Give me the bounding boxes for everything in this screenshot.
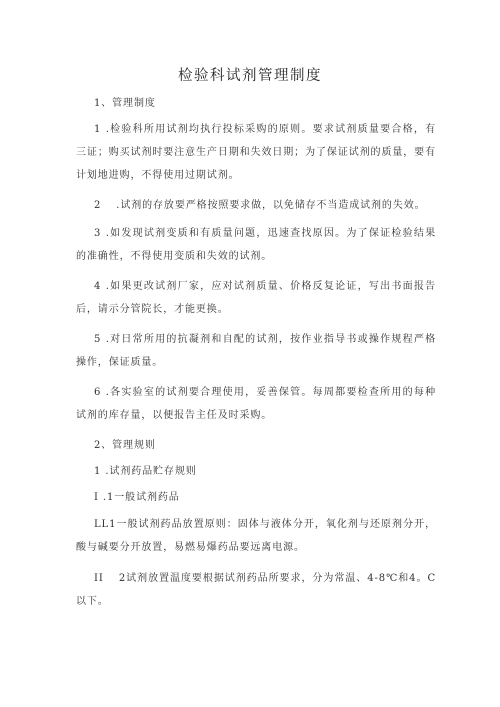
paragraph-placement-principles: LL1一般试剂药品放置原则：固体与液体分开，氧化剂与还原剂分开，酸与碱要分开放置，易燃易爆药品要远离电源。 xyxy=(76,519,436,553)
document-title: 检验科试剂管理制度 xyxy=(178,68,322,84)
paragraph-5: 5 .对日常所用的抗凝剂和自配的试剂，按作业指导书或操作规程严格操作，保证质量。 xyxy=(76,334,436,368)
paragraph-6: 6 .各实验室的试剂要合理使用，妥善保管。每周都要检查所用的每种试剂的库存量，以便报告主任及时采购。 xyxy=(76,387,436,421)
paragraph-1: 1 .检验科所用试剂均执行投标采购的原则。要求试剂质量要合格，有三证；购买试剂时要注意生产日期和失效日期；为了保证试剂的质量，要有计划地进购，不得使用过期试剂。 xyxy=(76,124,436,181)
subheading-reagent-storage-rules: 1 .试剂药品贮存规则 xyxy=(94,466,197,477)
section-heading-management-system: 1、管理制度 xyxy=(94,98,156,109)
paragraph-storage-temperature: II 2试剂放置温度要根据试剂药品所要求，分为常温、4-8℃和4。C以下。 xyxy=(76,573,436,607)
paragraph-4: 4 .如果更改试剂厂家，应对试剂质量、价格反复论证，写出书面报告后，请示分管院长，才能更换。 xyxy=(76,281,436,315)
section-heading-management-rules: 2、管理规则 xyxy=(94,440,156,451)
subheading-general-reagents: I .1一般试剂药品 xyxy=(94,492,180,503)
paragraph-2: 2 .试剂的存放要严格按照要求做，以免储存不当造成试剂的失效。 xyxy=(94,200,426,211)
paragraph-3: 3 .如发现试剂变质和有质量问题，迅速查找原因。为了保证检验结果的准确性，不得使用变质和失效的试剂。 xyxy=(76,228,436,262)
